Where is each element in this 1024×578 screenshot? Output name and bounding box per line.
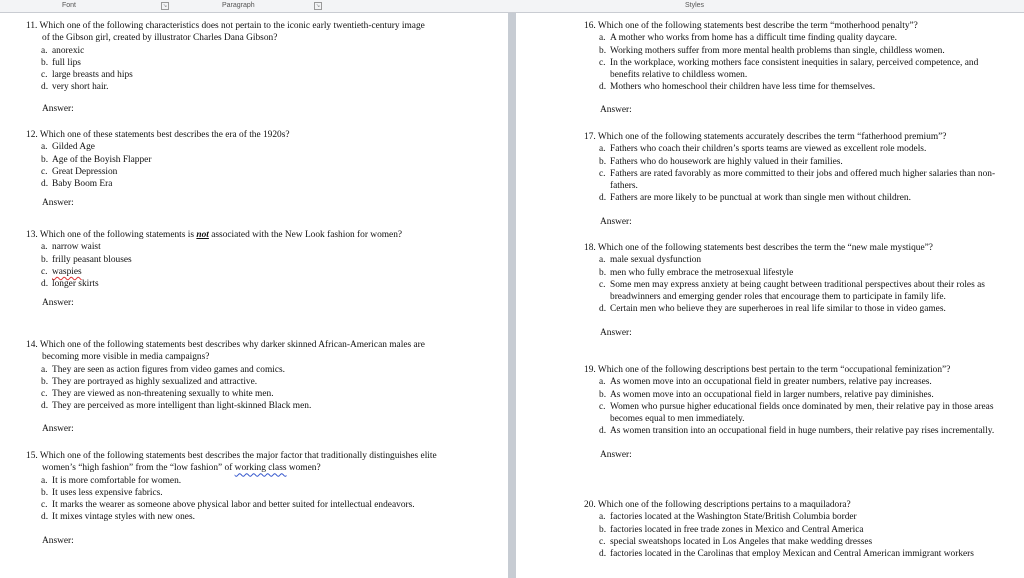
option-c: c. special sweatshops located in Los Angeles that make wedding dresses — [599, 536, 873, 547]
option-b: b. full lips — [41, 57, 81, 68]
answer-label: Answer: — [42, 535, 74, 546]
option-a: a. As women move into an occupational field in greater numbers, relative pay increases. — [599, 377, 932, 388]
option-a: a. narrow waist — [41, 242, 101, 253]
question-stem: 17. Which one of the following statements accurately describes the term “fatherhood premium”? — [584, 132, 947, 142]
question-13 — [26, 229, 426, 310]
option-c: c. Women who pursue higher educational fields once dominated by men, their relative pay in those areas becomes equal to men immediately. — [599, 401, 994, 425]
grammar-mark: working class — [234, 463, 287, 474]
page-gap — [508, 13, 516, 578]
option-a: a. factories located at the Washington State/British Columbia border — [599, 512, 857, 523]
option-c: c. It marks the wearer as someone above physical labor and better suited for intellectual endeavors. — [41, 500, 415, 511]
option-b: b. They are portrayed as highly sexualized and attractive. — [41, 376, 258, 387]
option-c: c. Fathers are rated favorably as more committed to their jobs and offered much higher salaries than non-fathers. — [599, 168, 996, 192]
option-c: c. Great Depression — [41, 166, 118, 177]
question-stem: 18. Which one of the following statements best describes the term the “new male mystique”? — [584, 243, 933, 253]
question-11 — [26, 20, 426, 115]
paragraph-dialog-launcher-icon[interactable]: ↘ — [315, 3, 321, 9]
question-stem: 14. Which one of the following statements best describes why darker skinned African-American males are becoming more visible in media campaigns? — [26, 340, 425, 363]
option-d: d. longer skirts — [41, 279, 99, 290]
question-16 — [584, 20, 1004, 116]
option-a: a. anorexic — [41, 45, 85, 56]
question-17 — [584, 131, 1004, 228]
option-d: d. As women transition into an occupational field in huge numbers, their relative pay rises incrementally. — [599, 426, 995, 437]
question-stem: 16. Which one of the following statements best describe the term “motherhood penalty”? — [584, 21, 918, 31]
paragraph-group-label: Paragraph — [222, 2, 255, 9]
option-b: b. Working mothers suffer from more mental health problems than single, childless women. — [599, 45, 945, 56]
option-d: d. Fathers are more likely to be punctual at work than single men without children. — [599, 193, 911, 204]
option-d: d. Certain men who believe they are superheroes in real life similar to those in video games. — [599, 304, 946, 315]
answer-label: Answer: — [600, 104, 632, 115]
question-stem: 15. Which one of the following statements best describes the major factor that traditionally distinguishes elite women’s “high fashion” from the “low fashion” of working class women? — [26, 451, 437, 474]
ribbon-group-labels — [0, 0, 1024, 13]
option-d: d. They are perceived as more intelligent than light-skinned Black men. — [41, 401, 312, 412]
option-a: a. It is more comfortable for women. — [41, 475, 182, 486]
option-c: c. large breasts and hips — [41, 70, 133, 81]
question-stem: 13. Which one of the following statements is not associated with the New Look fashion for women? — [26, 230, 403, 240]
option-a: a. They are seen as action figures from video games and comics. — [41, 364, 285, 375]
answer-label: Answer: — [600, 216, 632, 227]
answer-label: Answer: — [42, 198, 74, 209]
font-dialog-launcher-icon[interactable]: ↘ — [162, 3, 168, 9]
option-a: a. Gilded Age — [41, 142, 95, 153]
option-c: c. In the workplace, working mothers face consistent inequities in salary, perceived competence, and benefits relative to childless women. — [599, 57, 979, 81]
styles-group-label: Styles — [685, 2, 705, 9]
option-b: b. Age of the Boyish Flapper — [41, 154, 152, 165]
document-page-left[interactable] — [0, 13, 508, 578]
option-b: b. frilly peasant blouses — [41, 254, 132, 265]
option-d: d. Baby Boom Era — [41, 179, 113, 190]
spelling-error-mark: waspies — [52, 266, 82, 277]
option-b: b. It uses less expensive fabrics. — [41, 487, 163, 498]
option-b: b. Fathers who do housework are highly valued in their families. — [599, 156, 843, 167]
answer-label: Answer: — [42, 103, 74, 114]
question-stem: 11. Which one of the following characteristics does not pertain to the iconic early twentieth-century image of the Gibson girl, created by illustrator Charles Dana Gibson? — [26, 21, 425, 44]
answer-label: Answer: — [600, 449, 632, 460]
document-page-right[interactable] — [516, 13, 1024, 578]
option-a: a. Fathers who coach their children’s sports teams are viewed as excellent role models. — [599, 144, 927, 155]
question-stem: 20. Which one of the following descriptions pertains to a maquiladora? — [584, 500, 851, 510]
option-a: a. A mother who works from home has a difficult time finding quality daycare. — [599, 33, 897, 44]
option-d: d. It mixes vintage styles with new ones. — [41, 512, 195, 523]
question-15 — [26, 450, 446, 547]
option-c: c. Some men may express anxiety at being caught between traditional perspectives about their roles as breadwinners and emerging gender roles that encourage them to participate in family life. — [599, 279, 985, 303]
question-19 — [584, 364, 1004, 461]
answer-label: Answer: — [600, 327, 632, 338]
question-stem: 19. Which one of the following descriptions best pertain to the term “occupational feminization”? — [584, 365, 951, 375]
option-d: d. factories located in the Carolinas that employ Mexican and Central American immigrant workers — [599, 549, 974, 560]
font-group-label: Font — [62, 2, 77, 9]
question-12 — [26, 129, 446, 210]
option-c: c. They are viewed as non-threatening sexually to white men. — [41, 389, 274, 400]
answer-label: Answer: — [42, 298, 74, 309]
option-d: d. very short hair. — [41, 82, 109, 93]
option-c: c. waspies — [41, 266, 82, 277]
option-d: d. Mothers who homeschool their children have less time for themselves. — [599, 82, 876, 93]
question-20 — [584, 499, 1004, 560]
option-b: b. As women move into an occupational field in larger numbers, relative pay diminishes. — [599, 389, 934, 400]
question-stem: 12. Which one of these statements best describes the era of the 1920s? — [26, 130, 290, 140]
question-18 — [584, 242, 1004, 339]
question-14 — [26, 339, 446, 435]
option-a: a. male sexual dysfunction — [599, 255, 702, 266]
option-b: b. men who fully embrace the metrosexual lifestyle — [599, 267, 794, 278]
answer-label: Answer: — [42, 423, 74, 434]
option-b: b. factories located in free trade zones in Mexico and Central America — [599, 524, 864, 535]
